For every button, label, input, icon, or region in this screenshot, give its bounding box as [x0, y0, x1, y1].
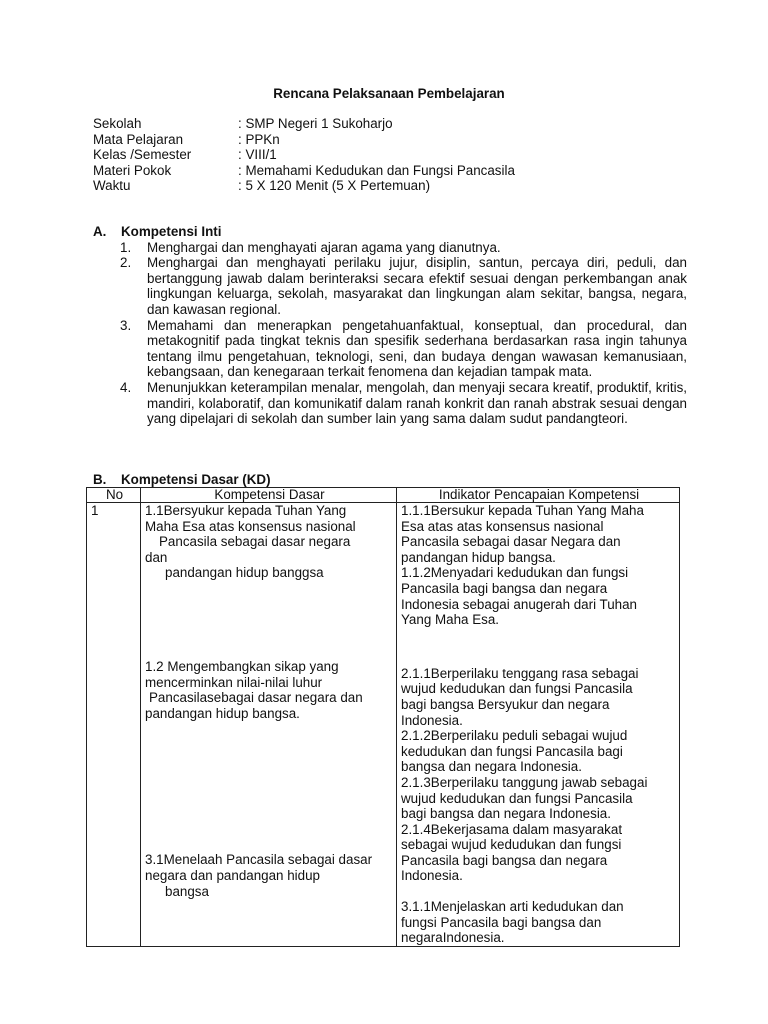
- column-header-kd: Kompetensi Dasar: [141, 488, 397, 503]
- indikator-line: 1.1.2Menyadari kedudukan dan fungsi: [401, 565, 629, 581]
- identity-label: Sekolah: [93, 116, 142, 131]
- list-number: 1.: [120, 239, 132, 255]
- list-item: [93, 380, 687, 427]
- kd-line: bangsa: [165, 883, 209, 899]
- list-text: Menunjukkan keterampilan menalar, mengolah, dan menyaji secara kreatif, produktif, kritis, mandiri, kolaboratif, dan komunikatif dalam ranah konkrit dan ranah abstrak sesuai dengan yang dipelajari di sekolah dan sumber lain yang sama dalam sudut pandangteori.: [147, 379, 687, 427]
- list-item: [93, 240, 687, 256]
- list-text: Menghargai dan menghayati perilaku jujur, disiplin, santun, percaya diri, peduli, dan bertanggung jawab dalam berinteraksi secara efektif sesuai dengan perkembangan anak lingkungan keluarga, sekolah, masyarakat dan lingkungan alam sekitar, bangsa, negara, dan kawasan regional.: [147, 255, 687, 317]
- indikator-cell: [397, 503, 680, 947]
- identity-table: [93, 116, 515, 194]
- indikator-line: 3.1.1Menjelaskan arti kedudukan dan: [401, 899, 624, 915]
- indikator-line: Pancasila bagi bangsa dan negara: [401, 580, 608, 596]
- section-kompetensi-dasar-heading: [93, 472, 271, 488]
- identity-value: : Memahami Kedudukan dan Fungsi Pancasila: [238, 162, 515, 178]
- row-number: 1: [87, 503, 141, 947]
- kd-line: 1.1Bersyukur kepada Tuhan Yang: [145, 503, 347, 518]
- table-row: [87, 503, 680, 947]
- section-kompetensi-inti: [93, 224, 687, 427]
- indikator-line: 1.1.1Bersukur kepada Tuhan Yang Maha: [401, 503, 644, 518]
- kompetensi-dasar-cell: [141, 503, 397, 947]
- list-item: [93, 318, 687, 380]
- list-number: 3.: [120, 317, 132, 333]
- indikator-line: kedudukan dan fungsi Pancasila bagi: [401, 743, 623, 759]
- list-text: Menghargai dan menghayati ajaran agama yang dianutnya.: [147, 239, 501, 255]
- identity-row: [93, 178, 515, 194]
- indikator-line: bagi bangsa Bersyukur dan negara: [401, 696, 610, 712]
- indikator-line: negaraIndonesia.: [401, 930, 505, 946]
- indikator-line: 2.1.1Berperilaku tenggang rasa sebagai: [401, 665, 639, 681]
- list-text: Memahami dan menerapkan pengetahuanfaktual, konseptual, dan procedural, dan metakognitif pada tingkat teknis dan spesifik sederhana berdasarkan rasa ingin tahunya tentang ilmu pengetahuan, teknologi, seni, dan budaya dengan wawasan kemanusiaan, kebangsaan, dan kenegaraan terkait fenomena dan kejadian tampak mata.: [147, 317, 687, 380]
- identity-value: : VIII/1: [238, 147, 277, 163]
- page-title: Rencana Pelaksanaan Pembelajaran: [273, 86, 505, 101]
- list-number: 4.: [120, 379, 132, 395]
- indikator-line: Esa atas atas konsensus nasional: [401, 518, 604, 534]
- identity-row: [93, 132, 515, 148]
- indikator-line: Pancasila bagi bangsa dan negara: [401, 852, 608, 868]
- kd-line: pandangan hidup bangsa.: [145, 705, 300, 721]
- kd-line: mencerminkan nilai-nilai luhur: [145, 674, 323, 690]
- list-item: [93, 255, 687, 317]
- identity-value: : 5 X 120 Menit (5 X Pertemuan): [238, 178, 431, 194]
- indikator-line: pandangan hidup bangsa.: [401, 549, 556, 565]
- identity-label: Materi Pokok: [93, 162, 172, 178]
- kompetensi-inti-list: [93, 240, 687, 427]
- indikator-line: 2.1.4Bekerjasama dalam masyarakat: [401, 821, 623, 837]
- identity-value: : SMP Negeri 1 Sukoharjo: [238, 116, 393, 131]
- kd-line: Maha Esa atas konsensus nasional: [145, 518, 356, 534]
- section-letter: A.: [93, 224, 107, 239]
- kd-line: 1.2 Mengembangkan sikap yang: [145, 658, 339, 674]
- indikator-line: fungsi Pancasila bagi bangsa dan: [401, 914, 602, 930]
- kd-line: 3.1Menelaah Pancasila sebagai dasar: [145, 852, 373, 868]
- indikator-line: wujud kedudukan dan fungsi Pancasila: [401, 681, 633, 697]
- list-number: 2.: [120, 255, 132, 271]
- identity-row: [93, 147, 515, 163]
- kd-line: dan: [145, 549, 168, 565]
- indikator-line: bagi bangsa dan negara Indonesia.: [401, 806, 611, 822]
- indikator-line: bangsa dan negara Indonesia.: [401, 759, 582, 775]
- identity-label: Waktu: [93, 178, 131, 194]
- identity-row: [93, 116, 515, 132]
- identity-row: [93, 163, 515, 179]
- column-header-indikator: Indikator Pencapaian Kompetensi: [397, 488, 680, 503]
- table-header-row: [87, 488, 680, 503]
- indikator-line: 2.1.2Berperilaku peduli sebagai wujud: [401, 728, 628, 744]
- kd-line: negara dan pandangan hidup: [145, 867, 320, 883]
- indikator-line: wujud kedudukan dan fungsi Pancasila: [401, 790, 633, 806]
- section-letter: B.: [93, 472, 107, 487]
- identity-label: Kelas /Semester: [93, 147, 192, 163]
- kompetensi-dasar-table: [86, 487, 680, 947]
- column-header-no: No: [87, 488, 141, 503]
- indikator-line: sebagai wujud kedudukan dan fungsi: [401, 837, 622, 853]
- indikator-line: Indonesia.: [401, 868, 463, 884]
- indikator-line: Yang Maha Esa.: [401, 612, 500, 628]
- section-title: Kompetensi Dasar (KD): [121, 472, 271, 487]
- kd-line: pandangan hidup banggsa: [165, 565, 324, 581]
- indikator-line: 2.1.3Berperilaku tanggung jawab sebagai: [401, 774, 648, 790]
- indikator-line: Pancasila sebagai dasar Negara dan: [401, 534, 621, 550]
- kd-line: Pancasilasebagai dasar negara dan: [149, 690, 363, 706]
- kd-line: Pancasila sebagai dasar negara: [159, 534, 351, 550]
- section-title: Kompetensi Inti: [121, 224, 222, 239]
- section-heading: [93, 224, 687, 240]
- indikator-line: Indonesia.: [401, 712, 463, 728]
- indikator-line: Indonesia sebagai anugerah dari Tuhan: [401, 596, 638, 612]
- identity-label: Mata Pelajaran: [93, 131, 184, 147]
- identity-value: : PPKn: [238, 131, 280, 147]
